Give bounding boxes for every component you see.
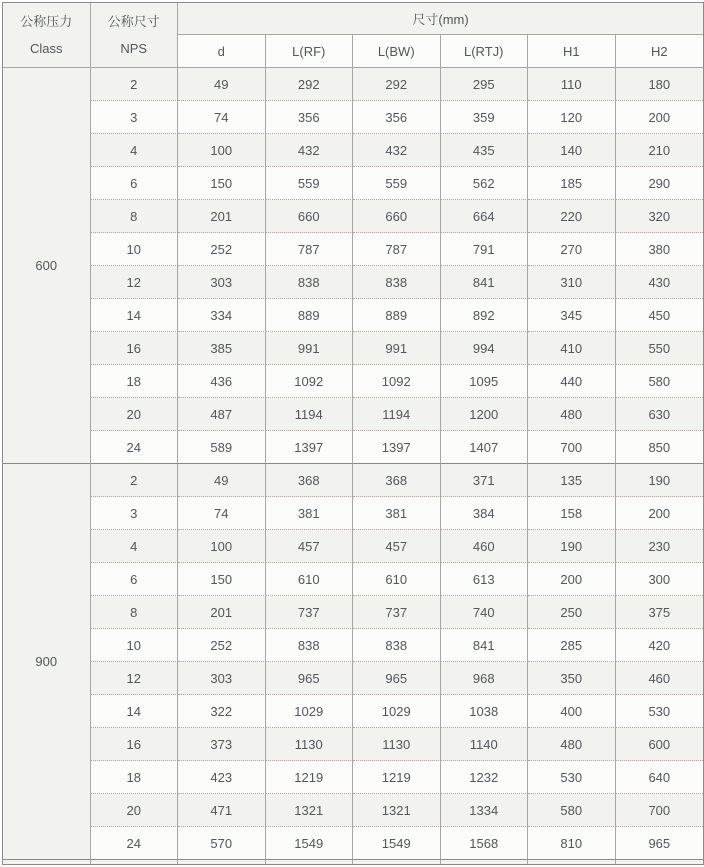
value-cell: 200 [616,497,704,530]
table-row [3,101,703,134]
nps-cell: 18 [91,365,179,398]
value-cell: 1092 [353,365,441,398]
value-cell: 480 [528,728,616,761]
nps-cell: 6 [91,563,179,596]
value-cell: 530 [616,695,704,728]
value-cell: 285 [528,629,616,662]
value-cell: 737 [266,596,354,629]
value-cell: 158 [528,497,616,530]
value-cell: 49 [178,464,266,497]
column-header-lbw: L(BW) [353,35,441,68]
section-600 [3,68,703,464]
value-cell: 791 [441,233,529,266]
value-cell: 460 [441,530,529,563]
value-cell: 100 [178,134,266,167]
value-cell: 660 [266,200,354,233]
value-cell: 420 [616,629,704,662]
nps-cell: 10 [91,233,179,266]
dimensions-group-header: 尺寸(mm) [178,3,703,35]
value-cell: 1407 [441,431,529,464]
table-row [3,134,703,167]
class-label-cell: 600 [3,68,91,464]
nps-cell: 20 [91,398,179,431]
value-cell: 530 [528,761,616,794]
value-cell: 74 [178,101,266,134]
cutoff-cell [266,860,354,864]
value-cell: 994 [441,332,529,365]
size-header-en: NPS [120,41,148,56]
value-cell: 185 [528,167,616,200]
value-cell: 850 [616,431,704,464]
nps-cell: 3 [91,497,179,530]
value-cell: 660 [353,200,441,233]
cutoff-cell [441,860,529,864]
value-cell: 787 [353,233,441,266]
column-header-h1: H1 [528,35,616,68]
value-cell: 610 [353,563,441,596]
cutoff-cell [616,860,704,864]
value-cell: 1029 [266,695,354,728]
nps-cell: 2 [91,68,179,101]
nps-cell: 16 [91,728,179,761]
value-cell: 580 [616,365,704,398]
value-cell: 135 [528,464,616,497]
value-cell: 1038 [441,695,529,728]
value-cell: 381 [266,497,354,530]
value-cell: 440 [528,365,616,398]
value-cell: 1397 [266,431,354,464]
value-cell: 1092 [266,365,354,398]
nps-cell: 3 [91,101,179,134]
value-cell: 838 [266,266,354,299]
table-row [3,596,703,629]
value-cell: 252 [178,629,266,662]
value-cell: 838 [266,629,354,662]
value-cell: 432 [353,134,441,167]
table-row [3,728,703,761]
table-row [3,629,703,662]
class-label-cell: 900 [3,464,91,860]
value-cell: 436 [178,365,266,398]
value-cell: 210 [616,134,704,167]
table-row [3,761,703,794]
value-cell: 190 [616,464,704,497]
value-cell: 600 [616,728,704,761]
table-row [3,233,703,266]
value-cell: 292 [266,68,354,101]
table-row [3,200,703,233]
value-cell: 252 [178,233,266,266]
value-cell: 49 [178,68,266,101]
nps-cell: 16 [91,332,179,365]
value-cell: 1549 [353,827,441,860]
value-cell: 450 [616,299,704,332]
value-cell: 201 [178,200,266,233]
value-cell: 74 [178,497,266,530]
value-cell: 841 [441,629,529,662]
table-row [3,794,703,827]
value-cell: 250 [528,596,616,629]
value-cell: 889 [266,299,354,332]
value-cell: 559 [266,167,354,200]
value-cell: 991 [266,332,354,365]
size-header-cn: 公称尺寸 [107,14,160,29]
value-cell: 1219 [353,761,441,794]
value-cell: 1200 [441,398,529,431]
value-cell: 435 [441,134,529,167]
value-cell: 430 [616,266,704,299]
value-cell: 991 [353,332,441,365]
table-header [3,3,703,68]
table-row [3,695,703,728]
table-row [3,827,703,860]
column-header-d: d [178,35,266,68]
table-row [3,68,703,101]
value-cell: 100 [178,530,266,563]
dimensions-table [2,2,704,865]
value-cell: 190 [528,530,616,563]
value-cell: 580 [528,794,616,827]
nps-cell: 12 [91,266,179,299]
value-cell: 965 [353,662,441,695]
value-cell: 356 [266,101,354,134]
value-cell: 589 [178,431,266,464]
value-cell: 290 [616,167,704,200]
nps-cell: 4 [91,530,179,563]
value-cell: 562 [441,167,529,200]
value-cell: 220 [528,200,616,233]
nps-cell: 8 [91,596,179,629]
pressure-header-en: Class [29,41,63,56]
value-cell: 787 [266,233,354,266]
table-row [3,497,703,530]
value-cell: 350 [528,662,616,695]
value-cell: 457 [353,530,441,563]
cutoff-cell [178,860,266,864]
value-cell: 664 [441,200,529,233]
value-cell: 640 [616,761,704,794]
cutoff-cell [91,860,179,864]
value-cell: 292 [353,68,441,101]
value-cell: 1140 [441,728,529,761]
value-cell: 150 [178,167,266,200]
value-cell: 140 [528,134,616,167]
value-cell: 303 [178,266,266,299]
value-cell: 120 [528,101,616,134]
value-cell: 320 [616,200,704,233]
pressure-column-header [3,3,91,68]
value-cell: 359 [441,101,529,134]
nps-cell: 4 [91,134,179,167]
value-cell: 432 [266,134,354,167]
next-section-cutoff [3,860,703,864]
value-cell: 303 [178,662,266,695]
value-cell: 368 [353,464,441,497]
value-cell: 230 [616,530,704,563]
value-cell: 889 [353,299,441,332]
value-cell: 968 [441,662,529,695]
value-cell: 965 [616,827,704,860]
nps-cell: 2 [91,464,179,497]
value-cell: 570 [178,827,266,860]
value-cell: 1568 [441,827,529,860]
value-cell: 457 [266,530,354,563]
value-cell: 295 [441,68,529,101]
value-cell: 300 [616,563,704,596]
value-cell: 1029 [353,695,441,728]
value-cell: 410 [528,332,616,365]
value-cell: 200 [616,101,704,134]
value-cell: 559 [353,167,441,200]
header-row-top [3,3,703,35]
nps-cell: 24 [91,431,179,464]
table-row [3,398,703,431]
value-cell: 610 [266,563,354,596]
value-cell: 150 [178,563,266,596]
value-cell: 423 [178,761,266,794]
nps-cell: 12 [91,662,179,695]
value-cell: 550 [616,332,704,365]
value-cell: 373 [178,728,266,761]
value-cell: 334 [178,299,266,332]
value-cell: 471 [178,794,266,827]
value-cell: 700 [528,431,616,464]
value-cell: 1219 [266,761,354,794]
value-cell: 487 [178,398,266,431]
value-cell: 1321 [266,794,354,827]
value-cell: 965 [266,662,354,695]
value-cell: 200 [528,563,616,596]
value-cell: 380 [616,233,704,266]
value-cell: 841 [441,266,529,299]
value-cell: 1095 [441,365,529,398]
value-cell: 1334 [441,794,529,827]
nps-cell: 24 [91,827,179,860]
value-cell: 1549 [266,827,354,860]
value-cell: 385 [178,332,266,365]
cutoff-cell [528,860,616,864]
value-cell: 270 [528,233,616,266]
table-row [3,299,703,332]
value-cell: 892 [441,299,529,332]
table-row [3,167,703,200]
value-cell: 381 [353,497,441,530]
value-cell: 180 [616,68,704,101]
value-cell: 740 [441,596,529,629]
value-cell: 1194 [266,398,354,431]
table-row [3,431,703,464]
section-900 [3,464,703,860]
table-row [3,464,703,497]
table-row [3,266,703,299]
nps-cell: 14 [91,695,179,728]
value-cell: 838 [353,266,441,299]
value-cell: 375 [616,596,704,629]
value-cell: 384 [441,497,529,530]
value-cell: 1397 [353,431,441,464]
value-cell: 368 [266,464,354,497]
nps-cell: 14 [91,299,179,332]
value-cell: 700 [616,794,704,827]
value-cell: 1130 [266,728,354,761]
value-cell: 1232 [441,761,529,794]
value-cell: 1321 [353,794,441,827]
value-cell: 480 [528,398,616,431]
cutoff-cell [353,860,441,864]
value-cell: 345 [528,299,616,332]
value-cell: 400 [528,695,616,728]
value-cell: 737 [353,596,441,629]
nps-cell: 10 [91,629,179,662]
value-cell: 356 [353,101,441,134]
value-cell: 322 [178,695,266,728]
value-cell: 460 [616,662,704,695]
table-row [3,662,703,695]
column-header-lrtj: L(RTJ) [441,35,529,68]
value-cell: 613 [441,563,529,596]
value-cell: 371 [441,464,529,497]
cutoff-cell [3,860,91,864]
table-row [3,563,703,596]
table-row [3,332,703,365]
nps-cell: 6 [91,167,179,200]
table-row [3,365,703,398]
column-header-h2: H2 [616,35,704,68]
column-header-lrf: L(RF) [266,35,354,68]
nps-cell: 20 [91,794,179,827]
cutoff-row [3,860,703,864]
size-column-header [91,3,179,68]
pressure-header-cn: 公称压力 [20,14,73,29]
value-cell: 810 [528,827,616,860]
value-cell: 838 [353,629,441,662]
value-cell: 310 [528,266,616,299]
value-cell: 1130 [353,728,441,761]
value-cell: 110 [528,68,616,101]
value-cell: 201 [178,596,266,629]
table-row [3,530,703,563]
nps-cell: 18 [91,761,179,794]
value-cell: 1194 [353,398,441,431]
value-cell: 630 [616,398,704,431]
nps-cell: 8 [91,200,179,233]
